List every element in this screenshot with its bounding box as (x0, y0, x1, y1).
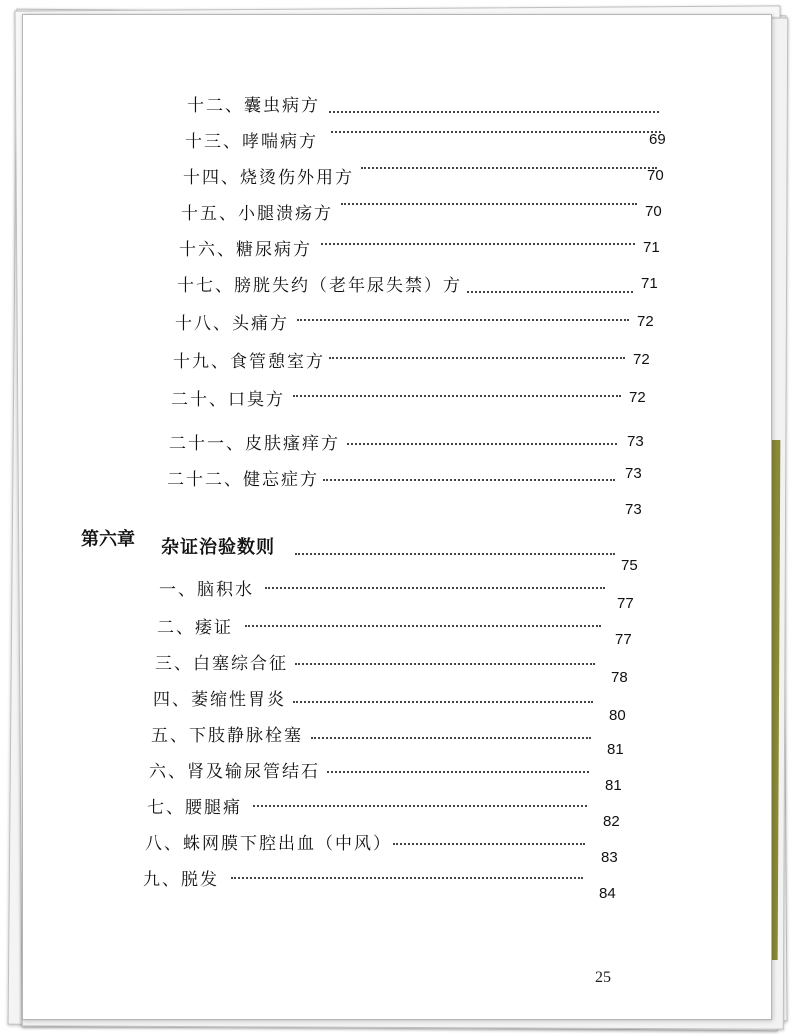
leader-dots (393, 843, 585, 845)
toc-entry-page: 70 (645, 203, 662, 220)
toc-entry-page: 80 (609, 707, 626, 724)
toc-entry-label: 十四、烧烫伤外用方 (183, 168, 354, 188)
toc-page (22, 14, 772, 1020)
leader-dots (293, 701, 593, 703)
toc-entry[interactable] (175, 309, 655, 343)
toc-entry-label: 十七、膀胱失约（老年尿失禁）方 (177, 276, 462, 296)
toc-entry-page: 73 (625, 465, 642, 482)
toc-entry-label: 十二、囊虫病方 (187, 96, 320, 116)
toc-entry-page: 70 (647, 167, 664, 184)
toc-entry-label: 七、腰腿痛 (147, 798, 242, 818)
leader-dots (311, 737, 591, 739)
toc-entry-label: 十九、食管憩室方 (173, 352, 325, 372)
leader-dots (467, 291, 633, 293)
leader-dots (231, 877, 583, 879)
toc-entry-page: 73 (625, 501, 642, 518)
toc-entry[interactable] (183, 163, 663, 197)
toc-entry[interactable] (167, 465, 647, 499)
toc-entry[interactable] (153, 685, 633, 724)
leader-dots (323, 479, 615, 481)
toc-entry-label: 十八、头痛方 (175, 314, 289, 334)
toc-entry-page: 72 (633, 351, 650, 368)
leader-dots (265, 587, 605, 589)
toc-entry-page: 73 (627, 433, 644, 450)
toc-entry[interactable] (177, 271, 667, 305)
toc-entry-label: 九、脱发 (143, 870, 219, 890)
toc-entry[interactable] (149, 757, 629, 794)
toc-entry[interactable] (185, 127, 665, 161)
toc-entry-label: 四、萎缩性胃炎 (153, 690, 286, 710)
toc-entry-label: 五、下肢静脉栓塞 (151, 726, 303, 746)
toc-entry-page: 83 (601, 849, 618, 866)
toc-entry[interactable] (169, 429, 649, 463)
toc-entry-page: 71 (643, 239, 660, 256)
toc-entry-page: 72 (637, 313, 654, 330)
leader-dots (331, 131, 661, 133)
toc-entry-page: 81 (605, 777, 622, 794)
toc-entry[interactable] (187, 91, 667, 125)
toc-entry-label: 二十、口臭方 (171, 390, 285, 410)
chapter-number: 第六章 (81, 529, 135, 550)
toc-entry-label: 一、脑积水 (159, 580, 254, 600)
chapter-page: 75 (621, 557, 638, 574)
page-number: 25 (595, 969, 611, 986)
toc-entry[interactable] (179, 235, 659, 269)
toc-entry-label: 十三、哮喘病方 (185, 132, 318, 152)
toc-entry-page: 84 (599, 885, 616, 902)
leader-dots (297, 319, 629, 321)
leader-dots (347, 443, 617, 445)
leader-dots (329, 357, 625, 359)
toc-entry-label: 二十一、皮肤瘙痒方 (169, 434, 340, 454)
leader-dots (245, 625, 601, 627)
toc-entry-page: 77 (617, 595, 634, 612)
toc-entry[interactable] (147, 793, 627, 830)
leader-dots (295, 663, 595, 665)
toc-entry[interactable] (171, 385, 651, 419)
leader-dots (329, 111, 659, 113)
toc-entry[interactable] (159, 575, 639, 612)
toc-entry-label: 十六、糖尿病方 (179, 240, 312, 260)
leader-dots (295, 553, 615, 555)
leader-dots (293, 395, 621, 397)
toc-entry[interactable] (181, 199, 661, 233)
toc-entry-label: 八、蛛网膜下腔出血（中风） (145, 834, 392, 854)
toc-entry[interactable] (143, 865, 623, 902)
toc-entry-page: 78 (611, 669, 628, 686)
toc-entry-page: 72 (629, 389, 646, 406)
toc-entry-label: 二、痿证 (157, 618, 233, 638)
leader-dots (361, 167, 657, 169)
toc-entry[interactable] (167, 501, 647, 535)
toc-entry-label: 六、肾及输尿管结石 (149, 762, 320, 782)
toc-entry[interactable] (157, 613, 637, 647)
toc-entry-page: 71 (641, 275, 658, 292)
leader-dots (321, 243, 635, 245)
toc-entry-label: 三、白塞综合征 (155, 654, 288, 674)
toc-entry[interactable] (145, 829, 625, 866)
leader-dots (341, 203, 637, 205)
toc-entry-page: 81 (607, 741, 624, 758)
toc-entry-label: 十五、小腿溃疡方 (181, 204, 333, 224)
toc-entry[interactable] (155, 649, 635, 686)
toc-entry[interactable] (173, 347, 653, 381)
leader-dots (253, 805, 587, 807)
toc-entry-page: 77 (615, 631, 632, 648)
toc-entry-page: 69 (649, 131, 666, 148)
toc-entry-label: 二十二、健忘症方 (167, 470, 319, 490)
chapter-title[interactable]: 杂证治验数则 (161, 537, 275, 558)
toc-entry-page: 82 (603, 813, 620, 830)
toc-entry[interactable] (151, 721, 631, 758)
leader-dots (327, 771, 589, 773)
